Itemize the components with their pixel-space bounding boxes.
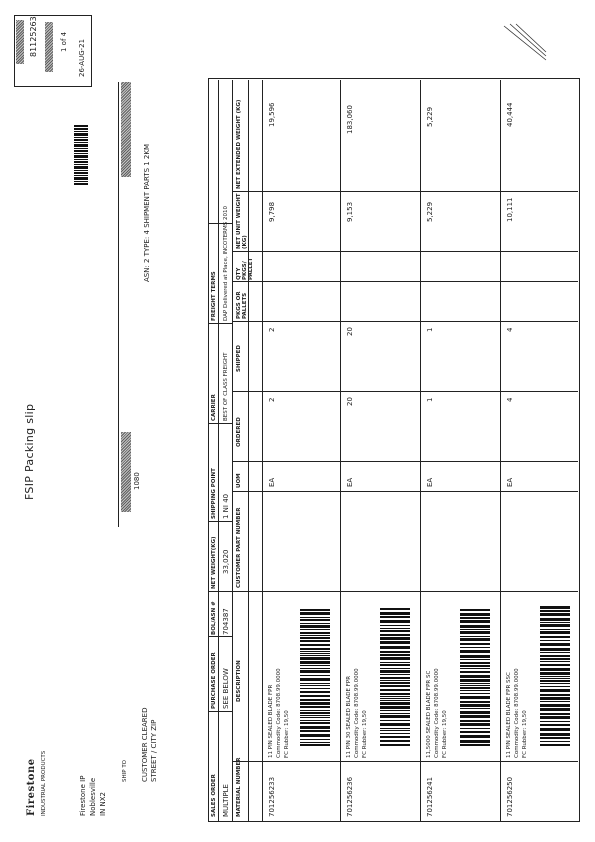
handwritten-mark bbox=[500, 22, 550, 62]
hdr-freight-terms: FREIGHT TERMS bbox=[211, 271, 217, 321]
row-desc1: 11 PIN SEALED BLADE FPR SSC bbox=[506, 672, 512, 758]
sender-line1: Firestone IP bbox=[79, 775, 87, 816]
hdr-carrier: CARRIER bbox=[211, 394, 217, 421]
row-ordered: 4 bbox=[506, 397, 514, 402]
col-description: DESCRIPTION bbox=[236, 660, 242, 702]
brand-logo: Firestone bbox=[26, 758, 37, 816]
row-desc2: Commodity Code: 8708.99.0000 bbox=[434, 668, 440, 758]
shipment-note: ASN: 2 TYPE: 4 SHIPMENT PARTS 1 2KM bbox=[143, 143, 151, 282]
document-title: FSIP Packing slip bbox=[23, 403, 36, 500]
redaction-mark bbox=[16, 20, 24, 64]
col-ordered: ORDERED bbox=[236, 417, 242, 447]
val-purchase-order: SEE BELOW bbox=[222, 668, 230, 709]
row-desc3: FC Rubber: 19,50 bbox=[442, 710, 448, 758]
redaction-mark bbox=[121, 82, 131, 177]
row-barcode bbox=[300, 606, 330, 746]
ship-to-rule bbox=[118, 82, 119, 527]
col-qty-per-pallet: QTY PKGS/ PALLET bbox=[236, 257, 254, 280]
row-shipped: 4 bbox=[506, 327, 514, 332]
row-ordered: 20 bbox=[346, 397, 354, 406]
row-desc1: 11,5000 SEALED BLADE FPR SC bbox=[426, 670, 432, 758]
row-net-unit-weight: 9,798 bbox=[268, 201, 276, 222]
ship-to-line2: STREET / CITY ZIP bbox=[150, 719, 158, 782]
row-net-extended-weight: 183,060 bbox=[346, 105, 354, 134]
row-material: 701256236 bbox=[346, 776, 354, 817]
row-net-unit-weight: 10,111 bbox=[506, 197, 514, 222]
ship-to-code: 1080 bbox=[133, 472, 141, 490]
row-material: 701256241 bbox=[426, 776, 434, 817]
hdr-net-weight: NET WEIGHT(KG) bbox=[211, 536, 217, 589]
val-sales-order: MULTIPLE bbox=[222, 784, 230, 817]
row-net-extended-weight: 19,596 bbox=[268, 102, 276, 127]
hdr-sales-order: SALES ORDER bbox=[211, 774, 217, 817]
col-net-unit-weight: NET UNIT WEIGHT (KG) bbox=[236, 193, 248, 249]
ship-to-label: SHIP TO bbox=[122, 759, 128, 782]
row-desc1: 11 PIN 30 SEALED BLADE FPR bbox=[346, 675, 352, 758]
row-material: 701256233 bbox=[268, 776, 276, 817]
row-net-unit-weight: 9,153 bbox=[346, 201, 354, 222]
row-desc2: Commodity Code: 8708.99.0000 bbox=[514, 668, 520, 758]
row-shipped: 1 bbox=[426, 327, 434, 332]
row-barcode bbox=[540, 606, 570, 746]
col-pkgs: PKGS OR PALLETS bbox=[236, 291, 248, 319]
val-freight-terms: DAP Delivered at Place, INCOTERMS 2010 bbox=[223, 206, 229, 321]
row-net-extended-weight: 5,229 bbox=[426, 106, 434, 127]
row-uom: EA bbox=[346, 477, 354, 487]
row-uom: EA bbox=[506, 477, 514, 487]
row-desc2: Commodity Code: 8708.99.0000 bbox=[276, 668, 282, 758]
doc-date: 26-AUG-21 bbox=[78, 38, 86, 77]
col-net-extended-weight: NET EXTENDED WEIGHT (KG) bbox=[236, 99, 242, 189]
row-shipped: 20 bbox=[346, 327, 354, 336]
val-carrier: BEST OF CLASS FREIGHT bbox=[223, 352, 229, 421]
doc-number: 81125263 bbox=[29, 16, 38, 57]
hdr-shipping-point: SHIPPING POINT bbox=[211, 468, 217, 519]
val-bol: 704387 bbox=[222, 608, 230, 635]
row-shipped: 2 bbox=[268, 327, 276, 332]
col-customer-part: CUSTOMER PART NUMBER bbox=[236, 507, 242, 588]
col-uom: UOM bbox=[236, 473, 242, 488]
redaction-mark bbox=[121, 432, 131, 512]
hdr-purchase-order: PURCHASE ORDER bbox=[211, 652, 217, 709]
row-material: 701256250 bbox=[506, 776, 514, 817]
redaction-mark bbox=[45, 22, 53, 72]
row-desc3: FC Rubber: 19,50 bbox=[284, 710, 290, 758]
doc-page: 1 of 4 bbox=[60, 31, 68, 52]
row-desc2: Commodity Code: 8708.99.0000 bbox=[354, 668, 360, 758]
doc-barcode bbox=[74, 125, 88, 185]
row-ordered: 1 bbox=[426, 397, 434, 402]
val-shipping-point: 1 NI 40 bbox=[222, 493, 230, 519]
row-barcode bbox=[460, 606, 490, 746]
row-desc1: 11 PIN SEALED BLADE FPR bbox=[268, 684, 274, 758]
brand-tagline: INDUSTRIAL PRODUCTS bbox=[41, 750, 47, 816]
row-ordered: 2 bbox=[268, 397, 276, 402]
hdr-bol: BOL/ASN # bbox=[211, 601, 217, 635]
col-material: MATERIAL NUMBER bbox=[236, 757, 242, 817]
row-uom: EA bbox=[268, 477, 276, 487]
row-barcode bbox=[380, 606, 410, 746]
val-net-weight: 33,020 bbox=[222, 549, 230, 574]
row-desc3: FC Rubber: 19,50 bbox=[362, 710, 368, 758]
ship-to-line1: CUSTOMER CLEARED bbox=[141, 707, 149, 782]
col-shipped: SHIPPED bbox=[236, 345, 242, 372]
row-uom: EA bbox=[426, 477, 434, 487]
row-net-unit-weight: 5,229 bbox=[426, 201, 434, 222]
row-net-extended-weight: 40,444 bbox=[506, 102, 514, 127]
sender-line3: IN NX2 bbox=[99, 791, 107, 816]
sender-line2: Noblesville bbox=[89, 777, 97, 816]
row-desc3: FC Rubber: 19,50 bbox=[522, 710, 528, 758]
